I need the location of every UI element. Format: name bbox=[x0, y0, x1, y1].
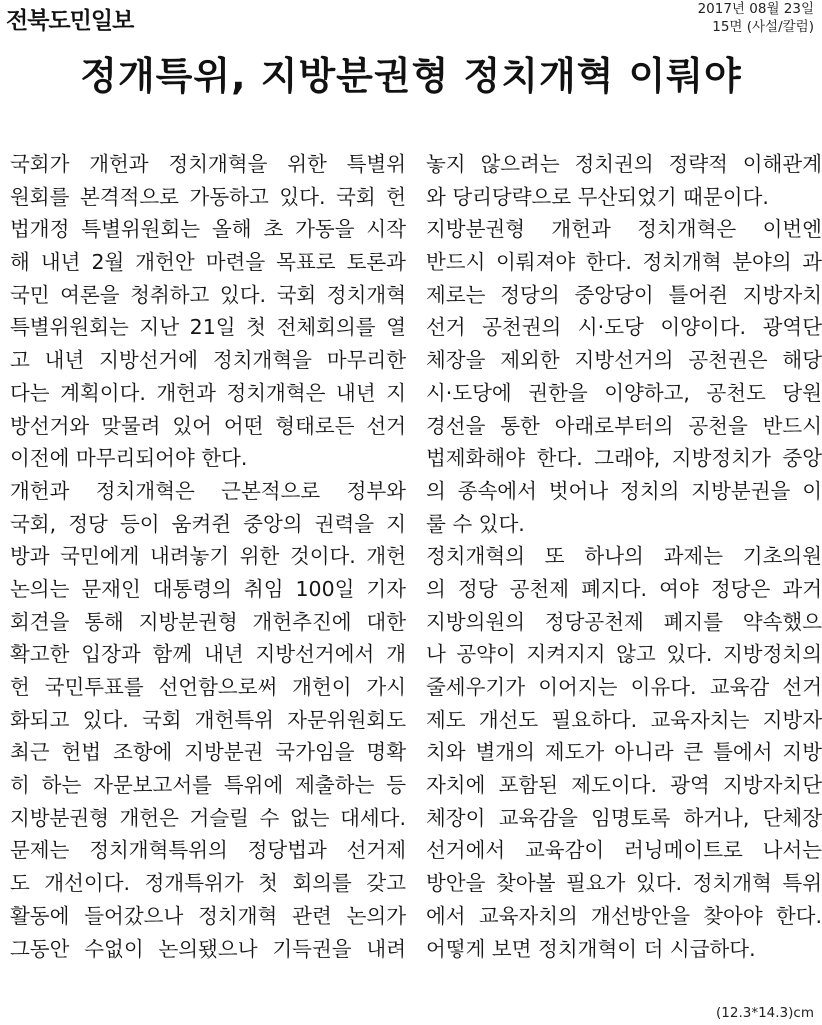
text-line: 법개정 특별위원회는 올해 초 가동을 시작 bbox=[10, 217, 406, 242]
text-line: 룰 수 있다. bbox=[426, 511, 525, 536]
text-line: 의 정당 공천제 폐지다. 여야 정당은 과거 bbox=[426, 576, 822, 601]
text-line: 와 당리당략으로 무산되었기 때문이다. bbox=[426, 184, 769, 209]
text-line: 지방분권형 개헌과 정치개혁은 이번엔 bbox=[426, 217, 822, 242]
text-line: 체장을 제외한 지방선거의 공천권은 해당 bbox=[426, 348, 822, 373]
text-line: 의 종속에서 벗어나 정치의 지방분권을 이 bbox=[426, 478, 822, 503]
text-line: 문제는 정치개혁특위의 정당법과 선거제 bbox=[10, 838, 406, 863]
text-line: 에서 교육자치의 개선방안을 찾아야 한다. bbox=[426, 903, 822, 928]
text-line: 방선거와 맞물려 있어 어떤 형태로든 선거 bbox=[10, 413, 406, 438]
text-line: 놓지 않으려는 정치권의 정략적 이해관계 bbox=[426, 152, 822, 176]
article-size-note: (12.3*14.3)cm bbox=[716, 1005, 814, 1021]
publish-date: 2017년 08월 23일 bbox=[697, 1, 814, 17]
text-line: 제로는 정당의 중앙당이 틀어쥔 지방자치 bbox=[426, 282, 822, 307]
text-line: 국민 여론을 청취하고 있다. 국회 정치개혁 bbox=[10, 282, 406, 307]
article-column-right bbox=[426, 148, 822, 965]
text-line: 화되고 있다. 국회 개헌특위 자문위원회도 bbox=[10, 707, 406, 732]
text-line: 논의는 문재인 대통령의 취임 100일 기자 bbox=[10, 576, 406, 601]
dateline bbox=[698, 0, 814, 36]
text-line: 확고한 입장과 함께 내년 지방선거에서 개 bbox=[10, 642, 406, 667]
text-line: 선거에서 교육감이 러닝메이트로 나서는 bbox=[426, 838, 822, 863]
text-line: 국회, 정당 등이 움켜쥔 중앙의 권력을 지 bbox=[10, 511, 406, 536]
text-line: 원회를 본격적으로 가동하고 있다. 국회 헌 bbox=[10, 184, 406, 209]
article-column-left bbox=[10, 148, 406, 965]
text-line: 제도 개선도 필요하다. 교육자치는 지방자 bbox=[426, 707, 822, 732]
text-line: 시·도당에 권한을 이양하고, 공천도 당원 bbox=[426, 380, 822, 405]
text-line: 체장이 교육감을 임명토록 하거나, 단체장 bbox=[426, 805, 822, 830]
text-line: 지방의원의 정당공천제 폐지를 약속했으 bbox=[426, 609, 822, 634]
text-line: 방안을 찾아볼 필요가 있다. 정치개혁 특위 bbox=[426, 871, 822, 896]
text-line: 회견을 통해 지방분권형 개헌추진에 대한 bbox=[10, 609, 406, 634]
text-line: 지방분권형 개헌은 거슬릴 수 없는 대세다. bbox=[10, 805, 406, 830]
text-line: 헌 국민투표를 선언함으로써 개헌이 가시 bbox=[10, 675, 406, 699]
text-line: 도 개선이다. 정개특위가 첫 회의를 갖고 bbox=[10, 871, 406, 896]
text-line: 히 하는 자문보고서를 특위에 제출하는 등 bbox=[10, 773, 406, 798]
text-line: 고 내년 지방선거에 정치개혁을 마무리한 bbox=[10, 348, 406, 373]
text-line: 경선을 통한 아래로부터의 공천을 반드시 bbox=[426, 413, 822, 438]
text-line: 국회가 개헌과 정치개혁을 위한 특별위 bbox=[10, 152, 406, 176]
text-line: 자치에 포함된 제도이다. 광역 지방자치단 bbox=[426, 773, 822, 798]
text-line: 법제화해야 한다. 그래야, 지방정치가 중앙 bbox=[426, 446, 822, 471]
text-line: 최근 헌법 조항에 지방분권 국가임을 명확 bbox=[10, 740, 406, 765]
newspaper-masthead: 전북도민일보 bbox=[6, 7, 134, 34]
text-line: 개헌과 정치개혁은 근본적으로 정부와 bbox=[10, 478, 406, 503]
text-line: 선거 공천권의 시·도당 이양이다. 광역단 bbox=[426, 315, 822, 340]
text-line: 반드시 이뤄져야 한다. 정치개혁 분야의 과 bbox=[426, 250, 822, 275]
text-line: 어떻게 보면 정치개혁이 더 시급하다. bbox=[426, 936, 756, 961]
text-line: 그동안 수없이 논의됐으나 기득권을 내려 bbox=[10, 936, 406, 961]
text-line: 나 공약이 지켜지지 않고 있다. 지방정치의 bbox=[426, 642, 822, 667]
page-section: 15면 (사설/칼럼) bbox=[712, 19, 814, 35]
text-line: 줄세우기가 이어지는 이유다. 교육감 선거 bbox=[426, 675, 822, 699]
text-line: 특별위원회는 지난 21일 첫 전체회의를 열 bbox=[10, 315, 406, 340]
text-line: 해 내년 2월 개헌안 마련을 목표로 토론과 bbox=[10, 250, 406, 275]
text-line: 치와 별개의 제도가 아니라 큰 틀에서 지방 bbox=[426, 740, 822, 765]
text-line: 방과 국민에게 내려놓기 위한 것이다. 개헌 bbox=[10, 544, 406, 569]
text-line: 활동에 들어갔으나 정치개혁 관련 논의가 bbox=[10, 903, 406, 928]
text-line: 다는 계획이다. 개헌과 정치개혁은 내년 지 bbox=[10, 380, 406, 405]
article-headline: 정개특위, 지방분권형 정치개혁 이뤄야 bbox=[80, 54, 742, 98]
text-line: 정치개혁의 또 하나의 과제는 기초의원 bbox=[426, 544, 822, 569]
text-line: 이전에 마무리되어야 한다. bbox=[10, 446, 248, 471]
